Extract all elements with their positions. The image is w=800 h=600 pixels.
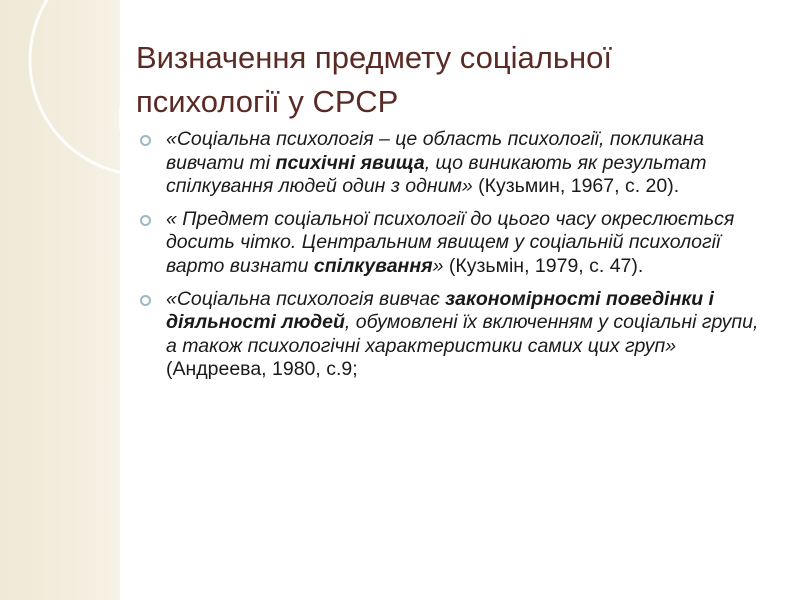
bullet-text-segment: « Предмет соціальної психології до цього часу окреслюється досить чітко. Центральним явищем у соціальній психології варто визнати (166, 207, 735, 277)
side-band (0, 0, 120, 600)
bullet-text-segment: психічні явища (275, 151, 425, 174)
bullet-item (140, 128, 770, 199)
circle-bullet-icon (140, 135, 151, 146)
bullet-text-segment: (Андреева, 1980, с.9; (166, 358, 358, 381)
bullet-text-segment: «Соціальна психологія – це область психології, покликана вивчати ті (166, 128, 705, 174)
bullet-list (140, 128, 770, 391)
circle-bullet-icon (140, 215, 151, 226)
bullet-text-segment: , що виникають як результат спілкування людей один з одним» (166, 151, 707, 198)
bullet-text-segment: «Соціальна психологія вивчає (166, 287, 446, 310)
bullet-text-segment: (Кузьмін, 1979, с. 47). (443, 254, 644, 277)
bullet-item (140, 288, 770, 382)
slide-title: Визначення предмету соціальної психології у СРСР (136, 40, 612, 119)
bullet-text-segment: » (432, 254, 444, 277)
bullet-text-segment: , обумовлені їх включенням у соціальні групи, а також психологічні характеристики самих цих груп» (166, 311, 759, 357)
bullet-text-segment: (Кузьмин, 1967, с. 20). (472, 175, 680, 198)
bullet-text-segment: спілкування (313, 254, 433, 277)
bullet-item (140, 208, 770, 279)
bullet-text-segment: закономірності поведінки і діяльності людей (166, 287, 714, 334)
circle-bullet-icon (140, 295, 151, 306)
